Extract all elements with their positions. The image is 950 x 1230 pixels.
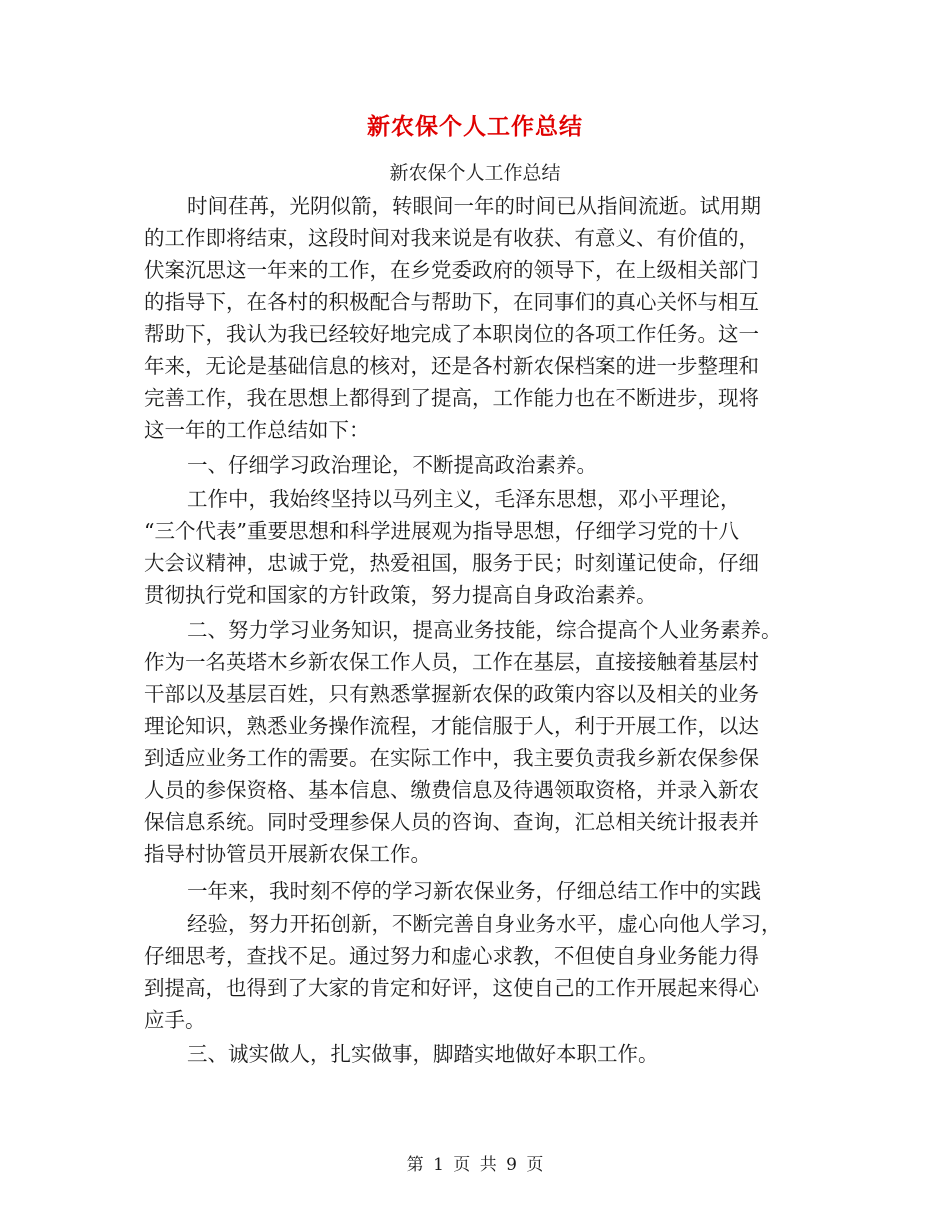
body-line: 这一年的工作总结如下： (144, 418, 370, 442)
document-title: 新农保个人工作总结 (367, 113, 583, 140)
body-line: 时间荏苒，光阴似箭，转眼间一年的时间已从指间流逝。试用期 (187, 194, 761, 218)
section-heading-1: 一、仔细学习政治理论，不断提高政治素养。 (187, 453, 597, 477)
body-line: 贯彻执行党和国家的方针政策，努力提高自身政治素养。 (144, 583, 657, 607)
body-line: 人员的参保资格、基本信息、缴费信息及待遇领取资格，并录入新农 (144, 778, 759, 802)
body-line: “三个代表”重要思想和科学进展观为指导思想，仔细学习党的十八 (144, 519, 739, 543)
body-line: 的工作即将结束，这段时间对我来说是有收获、有意义、有价值的， (144, 226, 759, 250)
body-line: 到提高，也得到了大家的肯定和好评，这使自己的工作开展起来得心 (144, 976, 759, 1000)
body-line: 保信息系统。同时受理参保人员的咨询、查询，汇总相关统计报表并 (144, 810, 759, 834)
body-line: 应手。 (144, 1008, 206, 1032)
section-heading-2: 二、努力学习业务知识，提高业务技能，综合提高个人业务素养。 (187, 618, 782, 642)
body-line: 伏案沉思这一年来的工作，在乡党委政府的领导下，在上级相关部门 (144, 258, 759, 282)
body-line: 到适应业务工作的需要。在实际工作中，我主要负责我乡新农保参保 (144, 746, 759, 770)
body-line: 年来，无论是基础信息的核对，还是各村新农保档案的进一步整理和 (144, 354, 759, 378)
body-line: 经验，努力开拓创新，不断完善自身业务水平，虚心向他人学习， (187, 912, 782, 936)
body-line: 一年来，我时刻不停的学习新农保业务，仔细总结工作中的实践 (187, 879, 761, 903)
document-subtitle: 新农保个人工作总结 (389, 162, 561, 184)
body-line: 帮助下，我认为我已经较好地完成了本职岗位的各项工作任务。这一 (144, 322, 759, 346)
body-line: 理论知识，熟悉业务操作流程，才能信服于人，利于开展工作，以达 (144, 714, 759, 738)
body-line: 的指导下，在各村的积极配合与帮助下，在同事们的真心关怀与相互 (144, 290, 759, 314)
body-line: 干部以及基层百姓，只有熟悉掌握新农保的政策内容以及相关的业务 (144, 682, 759, 706)
body-line: 大会议精神，忠诚于党，热爱祖国，服务于民；时刻谨记使命，仔细 (144, 551, 759, 575)
body-line: 作为一名英塔木乡新农保工作人员，工作在基层，直接接触着基层村 (144, 650, 759, 674)
body-line: 工作中，我始终坚持以马列主义，毛泽东思想，邓小平理论， (187, 487, 741, 511)
page-number-footer: 第 1 页 共 9 页 (406, 1155, 544, 1175)
section-heading-3: 三、诚实做人，扎实做事，脚踏实地做好本职工作。 (187, 1042, 659, 1066)
body-line: 指导村协管员开展新农保工作。 (144, 842, 431, 866)
body-line: 完善工作，我在思想上都得到了提高，工作能力也在不断进步，现将 (144, 386, 759, 410)
body-line: 仔细思考，查找不足。通过努力和虚心求教，不但使自身业务能力得 (144, 944, 759, 968)
